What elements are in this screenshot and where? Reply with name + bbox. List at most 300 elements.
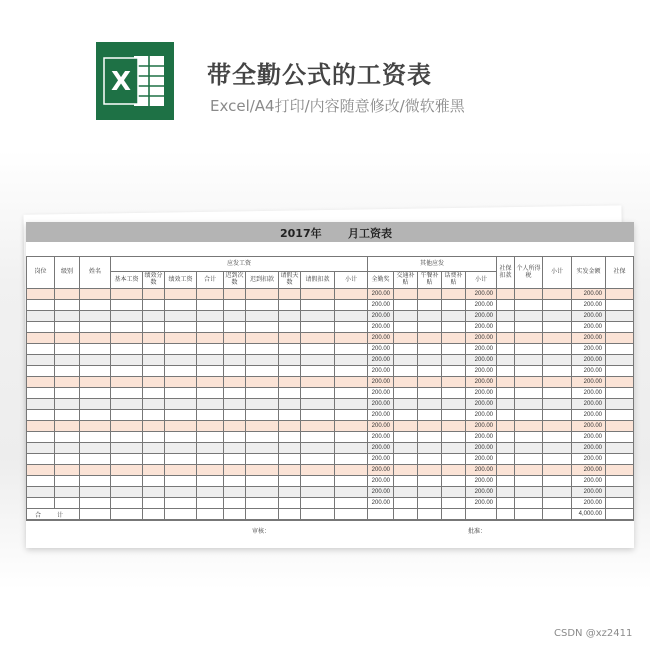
table-cell	[197, 410, 224, 421]
table-cell	[279, 487, 301, 498]
table-cell	[279, 454, 301, 465]
table-cell	[111, 333, 143, 344]
total-net-pay: 4,000.00	[572, 509, 606, 520]
table-cell	[165, 344, 197, 355]
table-row	[27, 454, 634, 465]
table-cell	[335, 377, 368, 388]
table-cell	[497, 487, 515, 498]
table-cell	[394, 366, 418, 377]
table-cell	[543, 509, 572, 520]
table-cell	[301, 454, 335, 465]
cell-attendance: 200.00	[368, 377, 394, 388]
table-cell	[515, 355, 543, 366]
table-cell	[55, 300, 80, 311]
table-cell	[515, 344, 543, 355]
table-row	[27, 377, 634, 388]
table-cell	[27, 333, 55, 344]
table-cell	[27, 388, 55, 399]
table-cell	[197, 443, 224, 454]
col-perf-score: 绩效分数	[143, 272, 165, 289]
col-base-pay: 基本工资	[111, 272, 143, 289]
table-cell	[442, 388, 466, 399]
col-leave-deduct: 请假扣款	[301, 272, 335, 289]
table-cell	[111, 487, 143, 498]
table-cell	[497, 465, 515, 476]
table-cell	[418, 465, 442, 476]
table-cell	[27, 498, 55, 509]
table-cell	[515, 421, 543, 432]
table-cell	[80, 311, 111, 322]
table-cell	[143, 344, 165, 355]
table-cell	[442, 443, 466, 454]
table-cell	[442, 432, 466, 443]
table-cell	[543, 322, 572, 333]
cell-net_pay: 200.00	[572, 399, 606, 410]
table-cell	[335, 465, 368, 476]
table-cell	[246, 498, 279, 509]
table-cell	[224, 388, 246, 399]
cell-subtotal2: 200.00	[466, 454, 497, 465]
table-cell	[335, 333, 368, 344]
cell-subtotal2: 200.00	[466, 366, 497, 377]
cell-subtotal2: 200.00	[466, 498, 497, 509]
cell-attendance: 200.00	[368, 465, 394, 476]
table-cell	[27, 487, 55, 498]
table-cell	[394, 322, 418, 333]
col-phone: 话费补贴	[442, 272, 466, 289]
spreadsheet-preview	[26, 222, 634, 548]
table-cell	[165, 421, 197, 432]
table-cell	[335, 509, 368, 520]
table-cell	[165, 465, 197, 476]
table-cell	[418, 399, 442, 410]
col-attendance: 全勤奖	[368, 272, 394, 289]
table-cell	[418, 509, 442, 520]
table-cell	[224, 410, 246, 421]
table-cell	[515, 322, 543, 333]
table-cell	[55, 311, 80, 322]
table-cell	[224, 432, 246, 443]
table-cell	[165, 454, 197, 465]
cell-subtotal2: 200.00	[466, 289, 497, 300]
table-cell	[394, 476, 418, 487]
table-cell	[165, 377, 197, 388]
table-cell	[111, 311, 143, 322]
table-cell	[246, 300, 279, 311]
table-cell	[497, 498, 515, 509]
page-subtitle: Excel/A4打印/内容随意修改/微软雅黑	[210, 97, 465, 115]
table-cell	[442, 333, 466, 344]
col-net-pay: 实发金额	[572, 257, 606, 289]
table-cell	[335, 366, 368, 377]
cell-attendance: 200.00	[368, 344, 394, 355]
table-cell	[497, 476, 515, 487]
table-cell	[80, 399, 111, 410]
cell-net_pay: 200.00	[572, 311, 606, 322]
table-cell	[224, 454, 246, 465]
table-cell	[55, 355, 80, 366]
table-cell	[80, 388, 111, 399]
table-cell	[143, 300, 165, 311]
table-cell	[165, 300, 197, 311]
table-cell	[143, 454, 165, 465]
table-cell	[418, 333, 442, 344]
table-cell	[55, 454, 80, 465]
table-cell	[279, 322, 301, 333]
table-cell	[515, 410, 543, 421]
table-cell	[80, 300, 111, 311]
table-cell	[497, 344, 515, 355]
table-cell	[27, 366, 55, 377]
table-cell	[55, 344, 80, 355]
table-row	[27, 399, 634, 410]
table-cell	[418, 432, 442, 443]
table-cell	[143, 432, 165, 443]
cell-subtotal2: 200.00	[466, 432, 497, 443]
table-cell	[442, 289, 466, 300]
table-cell	[394, 377, 418, 388]
table-cell	[111, 344, 143, 355]
table-cell	[497, 377, 515, 388]
col-subtotal2: 小计	[466, 272, 497, 289]
col-social-cut: 社保	[606, 257, 634, 289]
table-cell	[606, 410, 634, 421]
cell-attendance: 200.00	[368, 432, 394, 443]
table-cell	[55, 476, 80, 487]
table-cell	[80, 454, 111, 465]
table-row	[27, 344, 634, 355]
cell-subtotal2: 200.00	[466, 377, 497, 388]
table-cell	[515, 289, 543, 300]
table-cell	[335, 476, 368, 487]
total-label	[27, 509, 80, 520]
cell-attendance: 200.00	[368, 333, 394, 344]
table-cell	[515, 366, 543, 377]
table-cell	[606, 432, 634, 443]
table-cell	[497, 509, 515, 520]
col-leave-days: 请假天数	[279, 272, 301, 289]
table-cell	[197, 465, 224, 476]
table-cell	[515, 443, 543, 454]
table-cell	[80, 509, 111, 520]
table-cell	[515, 432, 543, 443]
table-cell	[80, 355, 111, 366]
table-cell	[418, 355, 442, 366]
cell-net_pay: 200.00	[572, 410, 606, 421]
table-cell	[224, 487, 246, 498]
cell-subtotal2: 200.00	[466, 322, 497, 333]
table-cell	[515, 476, 543, 487]
table-cell	[165, 432, 197, 443]
sheet-title: 月工资表	[348, 227, 392, 240]
table-cell	[165, 487, 197, 498]
table-cell	[394, 289, 418, 300]
sheet-footer	[26, 520, 634, 540]
table-cell	[27, 410, 55, 421]
cell-net_pay: 200.00	[572, 443, 606, 454]
table-cell	[27, 300, 55, 311]
table-cell	[515, 311, 543, 322]
table-cell	[111, 355, 143, 366]
table-cell	[246, 377, 279, 388]
table-cell	[394, 399, 418, 410]
table-cell	[55, 432, 80, 443]
table-cell	[606, 388, 634, 399]
table-cell	[606, 399, 634, 410]
cell-net_pay: 200.00	[572, 377, 606, 388]
table-cell	[442, 465, 466, 476]
table-cell	[197, 333, 224, 344]
table-cell	[497, 366, 515, 377]
table-row	[27, 410, 634, 421]
total-label-1: 合	[35, 512, 42, 519]
table-cell	[418, 300, 442, 311]
table-row	[27, 432, 634, 443]
table-cell	[606, 366, 634, 377]
table-cell	[497, 388, 515, 399]
col-tax: 个人所得税	[515, 257, 543, 289]
table-cell	[497, 443, 515, 454]
table-cell	[497, 300, 515, 311]
cell-subtotal2: 200.00	[466, 465, 497, 476]
table-cell	[301, 377, 335, 388]
table-row	[27, 311, 634, 322]
table-row	[27, 366, 634, 377]
table-cell	[301, 465, 335, 476]
table-cell	[442, 322, 466, 333]
table-cell	[80, 344, 111, 355]
table-cell	[279, 311, 301, 322]
table-cell	[111, 366, 143, 377]
total-row	[27, 509, 634, 520]
cell-subtotal2: 200.00	[466, 487, 497, 498]
table-cell	[279, 355, 301, 366]
table-cell	[442, 377, 466, 388]
cell-net_pay: 200.00	[572, 498, 606, 509]
cell-net_pay: 200.00	[572, 465, 606, 476]
table-cell	[143, 322, 165, 333]
table-cell	[335, 388, 368, 399]
sheet-title-bar	[26, 222, 634, 242]
table-row	[27, 443, 634, 454]
table-cell	[394, 388, 418, 399]
table-cell	[606, 289, 634, 300]
table-cell	[497, 410, 515, 421]
table-cell	[111, 322, 143, 333]
table-cell	[543, 311, 572, 322]
table-cell	[335, 498, 368, 509]
table-cell	[301, 399, 335, 410]
table-cell	[27, 443, 55, 454]
table-cell	[27, 311, 55, 322]
table-cell	[606, 300, 634, 311]
table-cell	[27, 377, 55, 388]
table-cell	[55, 498, 80, 509]
table-cell	[301, 322, 335, 333]
table-cell	[606, 355, 634, 366]
table-cell	[80, 465, 111, 476]
table-cell	[606, 322, 634, 333]
cell-attendance: 200.00	[368, 355, 394, 366]
table-cell	[543, 432, 572, 443]
table-cell	[279, 476, 301, 487]
table-cell	[55, 465, 80, 476]
cell-attendance: 200.00	[368, 476, 394, 487]
table-cell	[143, 388, 165, 399]
table-cell	[418, 498, 442, 509]
table-cell	[224, 465, 246, 476]
cell-attendance: 200.00	[368, 487, 394, 498]
table-cell	[606, 333, 634, 344]
table-cell	[224, 443, 246, 454]
table-cell	[515, 399, 543, 410]
table-cell	[442, 366, 466, 377]
table-cell	[394, 421, 418, 432]
table-cell	[515, 487, 543, 498]
col-subtotal1: 小计	[335, 272, 368, 289]
watermark: CSDN @xz2411	[554, 628, 633, 639]
table-row	[27, 487, 634, 498]
table-cell	[143, 421, 165, 432]
cell-net_pay: 200.00	[572, 454, 606, 465]
table-cell	[197, 421, 224, 432]
table-cell	[224, 498, 246, 509]
table-cell	[224, 377, 246, 388]
table-cell	[143, 399, 165, 410]
table-cell	[515, 333, 543, 344]
col-level: 级别	[55, 257, 80, 289]
table-row	[27, 333, 634, 344]
table-cell	[418, 421, 442, 432]
table-cell	[143, 476, 165, 487]
table-cell	[279, 377, 301, 388]
table-cell	[27, 432, 55, 443]
table-cell	[394, 432, 418, 443]
table-row	[27, 476, 634, 487]
table-cell	[606, 487, 634, 498]
table-cell	[246, 366, 279, 377]
table-cell	[301, 410, 335, 421]
table-cell	[111, 432, 143, 443]
table-cell	[143, 487, 165, 498]
table-cell	[515, 377, 543, 388]
table-cell	[197, 487, 224, 498]
cell-subtotal2: 200.00	[466, 388, 497, 399]
table-cell	[165, 289, 197, 300]
table-cell	[442, 509, 466, 520]
table-cell	[246, 487, 279, 498]
table-cell	[543, 377, 572, 388]
table-cell	[224, 399, 246, 410]
logo-letter: X	[110, 67, 132, 97]
table-cell	[279, 333, 301, 344]
table-cell	[224, 300, 246, 311]
footer-approve: 批准：	[468, 528, 487, 535]
table-cell	[335, 355, 368, 366]
footer-review: 审核：	[252, 528, 271, 535]
table-cell	[224, 289, 246, 300]
cell-net_pay: 200.00	[572, 322, 606, 333]
table-cell	[394, 333, 418, 344]
table-cell	[543, 289, 572, 300]
table-cell	[246, 344, 279, 355]
table-cell	[165, 410, 197, 421]
table-cell	[27, 344, 55, 355]
table-cell	[111, 454, 143, 465]
table-cell	[165, 476, 197, 487]
cell-net_pay: 200.00	[572, 355, 606, 366]
table-cell	[55, 322, 80, 333]
table-cell	[543, 476, 572, 487]
table-cell	[301, 487, 335, 498]
table-cell	[606, 454, 634, 465]
table-cell	[165, 498, 197, 509]
table-cell	[515, 509, 543, 520]
table-cell	[80, 333, 111, 344]
table-cell	[279, 465, 301, 476]
table-cell	[301, 443, 335, 454]
table-cell	[301, 421, 335, 432]
cell-subtotal2: 200.00	[466, 300, 497, 311]
table-cell	[246, 432, 279, 443]
table-cell	[606, 476, 634, 487]
table-cell	[606, 509, 634, 520]
table-cell	[335, 410, 368, 421]
table-cell	[301, 388, 335, 399]
col-perf-pay: 绩效工资	[165, 272, 197, 289]
col-name: 姓名	[80, 257, 111, 289]
table-cell	[80, 498, 111, 509]
group-other-pay: 其他应发	[368, 257, 497, 272]
table-cell	[606, 443, 634, 454]
table-cell	[55, 366, 80, 377]
salary-table	[26, 256, 634, 520]
table-row	[27, 300, 634, 311]
table-cell	[301, 476, 335, 487]
table-cell	[224, 322, 246, 333]
table-cell	[606, 311, 634, 322]
table-cell	[335, 487, 368, 498]
cell-net_pay: 200.00	[572, 432, 606, 443]
table-cell	[143, 498, 165, 509]
excel-icon	[96, 42, 174, 120]
page-title: 带全勤公式的工资表	[207, 61, 432, 89]
col-late-count: 迟到次数	[224, 272, 246, 289]
table-cell	[197, 355, 224, 366]
table-cell	[143, 465, 165, 476]
table-cell	[418, 388, 442, 399]
table-cell	[442, 454, 466, 465]
table-cell	[55, 487, 80, 498]
table-cell	[27, 454, 55, 465]
table-row	[27, 465, 634, 476]
table-cell	[143, 410, 165, 421]
table-cell	[497, 355, 515, 366]
table-cell	[27, 399, 55, 410]
table-cell	[418, 476, 442, 487]
table-cell	[111, 300, 143, 311]
table-cell	[143, 443, 165, 454]
table-cell	[442, 311, 466, 322]
table-cell	[606, 344, 634, 355]
table-cell	[418, 344, 442, 355]
cell-attendance: 200.00	[368, 454, 394, 465]
table-cell	[394, 498, 418, 509]
table-cell	[224, 311, 246, 322]
cell-net_pay: 200.00	[572, 487, 606, 498]
table-cell	[197, 344, 224, 355]
table-cell	[165, 388, 197, 399]
